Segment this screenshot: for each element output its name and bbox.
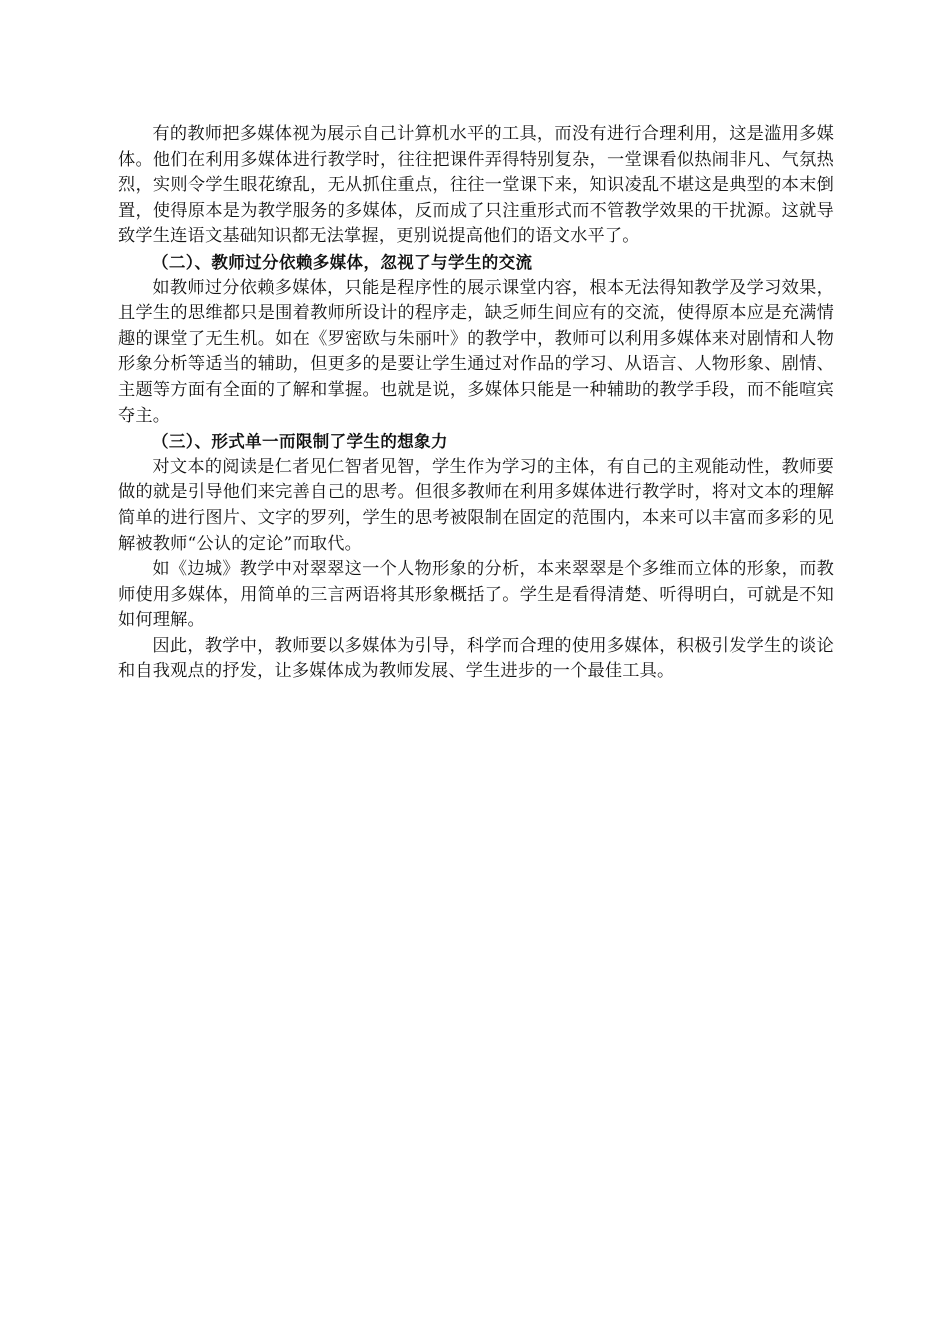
section-heading-3: （三）、形式单一而限制了学生的想象力 xyxy=(152,432,448,452)
section-heading-2: （二）、教师过分依赖多媒体，忽视了与学生的交流 xyxy=(152,252,533,272)
paragraph-conclusion: 因此，教学中，教师要以多媒体为引导，科学而合理的使用多媒体，积极引发学生的谈论和自我观点的抒发，让多媒体成为教师发展、学生进步的一个最佳工具。 xyxy=(118,635,834,682)
paragraph-misuse-multimedia: 有的教师把多媒体视为展示自己计算机水平的工具，而没有进行合理利用，这是滥用多媒体。他们在利用多媒体进行教学时，往往把课件弄得特别复杂，一堂课看似热闹非凡、气氛热烈，实则令学生眼花缭乱，无从抓住重点，往往一堂课下来，知识凌乱不堪这是典型的本末倒置，使得原本是为教学服务的多媒体，反而成了只注重形式而不管教学效果的干扰源。这就导致学生连语文基础知识都无法掌握，更别说提高他们的语文水平了。 xyxy=(118,124,834,247)
paragraph-limited-imagination: 对文本的阅读是仁者见仁智者见智，学生作为学习的主体，有自己的主观能动性，教师要做的就是引导他们来完善自己的思考。但很多教师在利用多媒体进行教学时，将对文本的理解简单的进行图片、文字的罗列，学生的思考被限制在固定的范围内，本来可以丰富而多彩的见解被教师“公认的定论”而取代。 xyxy=(118,456,834,554)
paragraph-biancheng-example: 如《边城》教学中对翠翠这一个人物形象的分析，本来翠翠是个多维而立体的形象，而教师使用多媒体，用简单的三言两语将其形象概括了。学生是看得清楚、听得明白，可就是不知如何理解。 xyxy=(118,559,834,631)
document-body xyxy=(118,122,834,685)
paragraph-over-reliance: 如教师过分依赖多媒体，只能是程序性的展示课堂内容，根本无法得知教学及学习效果，且学生的思维都只是围着教师所设计的程序走，缺乏师生间应有的交流，使得原本应是充满情趣的课堂了无生机。如在《罗密欧与朱丽叶》的教学中，教师可以利用多媒体来对剧情和人物形象分析等适当的辅助，但更多的是要让学生通过对作品的学习、从语言、人物形象、剧情、主题等方面有全面的了解和掌握。也就是说，多媒体只能是一种辅助的教学手段，而不能喧宾夺主。 xyxy=(118,277,834,426)
